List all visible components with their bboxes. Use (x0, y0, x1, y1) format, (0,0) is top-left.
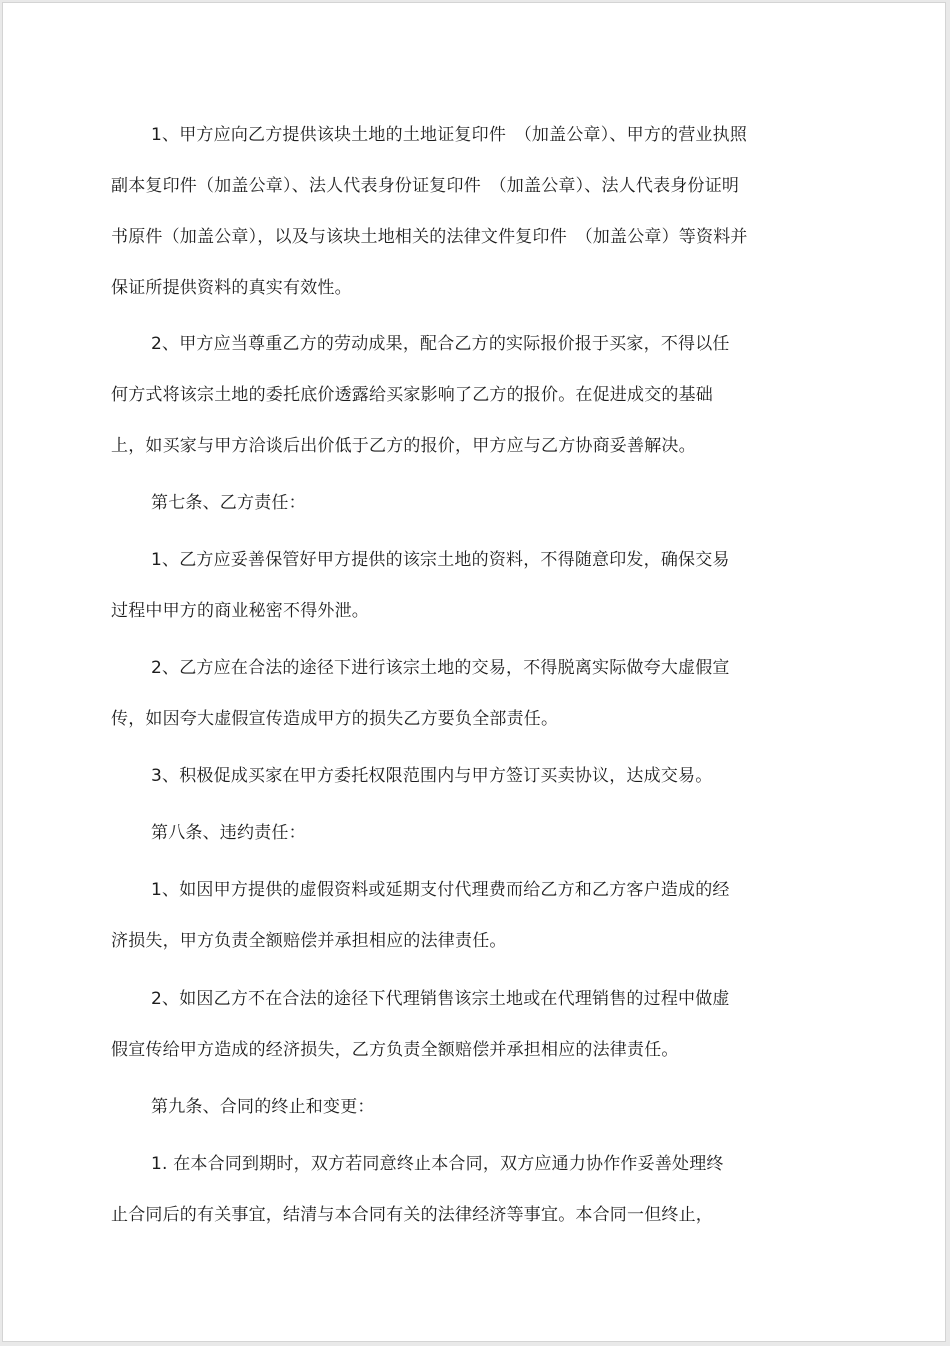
clause-7-1-line-1: 1、乙方应妥善保管好甲方提供的该宗土地的资料，不得随意印发，确保交易 (151, 550, 730, 570)
clause-8-1-line-1: 1、如因甲方提供的虚假资料或延期支付代理费而给乙方和乙方客户造成的经 (151, 880, 730, 900)
clause-8-2-line-2: 假宣传给甲方造成的经济损失，乙方负责全额赔偿并承担相应的法律责任。 (111, 1040, 679, 1060)
clause-7-2-line-2: 传，如因夸大虚假宣传造成甲方的损失乙方要负全部责任。 (111, 709, 559, 729)
clause-6-1-line-1: 1、甲方应向乙方提供该块土地的土地证复印件 （加盖公章）、甲方的营业执照 (151, 125, 748, 145)
clause-7-3-line-1: 3、积极促成买家在甲方委托权限范围内与甲方签订买卖协议，达成交易。 (151, 766, 713, 786)
article-8-heading: 第八条、违约责任： (151, 823, 306, 843)
clause-8-1-line-2: 济损失，甲方负责全额赔偿并承担相应的法律责任。 (111, 931, 507, 951)
clause-6-2-line-1: 2、甲方应当尊重乙方的劳动成果，配合乙方的实际报价报于买家，不得以任 (151, 334, 730, 354)
clause-7-1-line-2: 过程中甲方的商业秘密不得外泄。 (111, 601, 369, 621)
clause-9-1-line-1: 1. 在本合同到期时，双方若同意终止本合同，双方应通力协作作妥善处理终 (151, 1154, 724, 1174)
document-page (2, 2, 946, 1342)
article-9-heading: 第九条、合同的终止和变更： (151, 1097, 375, 1117)
clause-8-2-line-1: 2、如因乙方不在合法的途径下代理销售该宗土地或在代理销售的过程中做虚 (151, 989, 730, 1009)
clause-9-1-line-2: 止合同后的有关事宜，结清与本合同有关的法律经济等事宜。本合同一但终止， (111, 1205, 713, 1225)
clause-6-1-line-4: 保证所提供资料的真实有效性。 (111, 278, 352, 298)
article-7-heading: 第七条、乙方责任： (151, 493, 306, 513)
clause-6-1-line-3: 书原件（加盖公章），以及与该块土地相关的法律文件复印件 （加盖公章）等资料并 (111, 227, 748, 247)
clause-6-2-line-2: 何方式将该宗土地的委托底价透露给买家影响了乙方的报价。在促进成交的基础 (111, 385, 713, 405)
clause-7-2-line-1: 2、乙方应在合法的途径下进行该宗土地的交易，不得脱离实际做夸大虚假宣 (151, 658, 730, 678)
clause-6-1-line-2: 副本复印件（加盖公章）、法人代表身份证复印件 （加盖公章）、法人代表身份证明 (111, 176, 740, 196)
clause-6-2-line-3: 上，如买家与甲方洽谈后出价低于乙方的报价，甲方应与乙方协商妥善解决。 (111, 436, 696, 456)
